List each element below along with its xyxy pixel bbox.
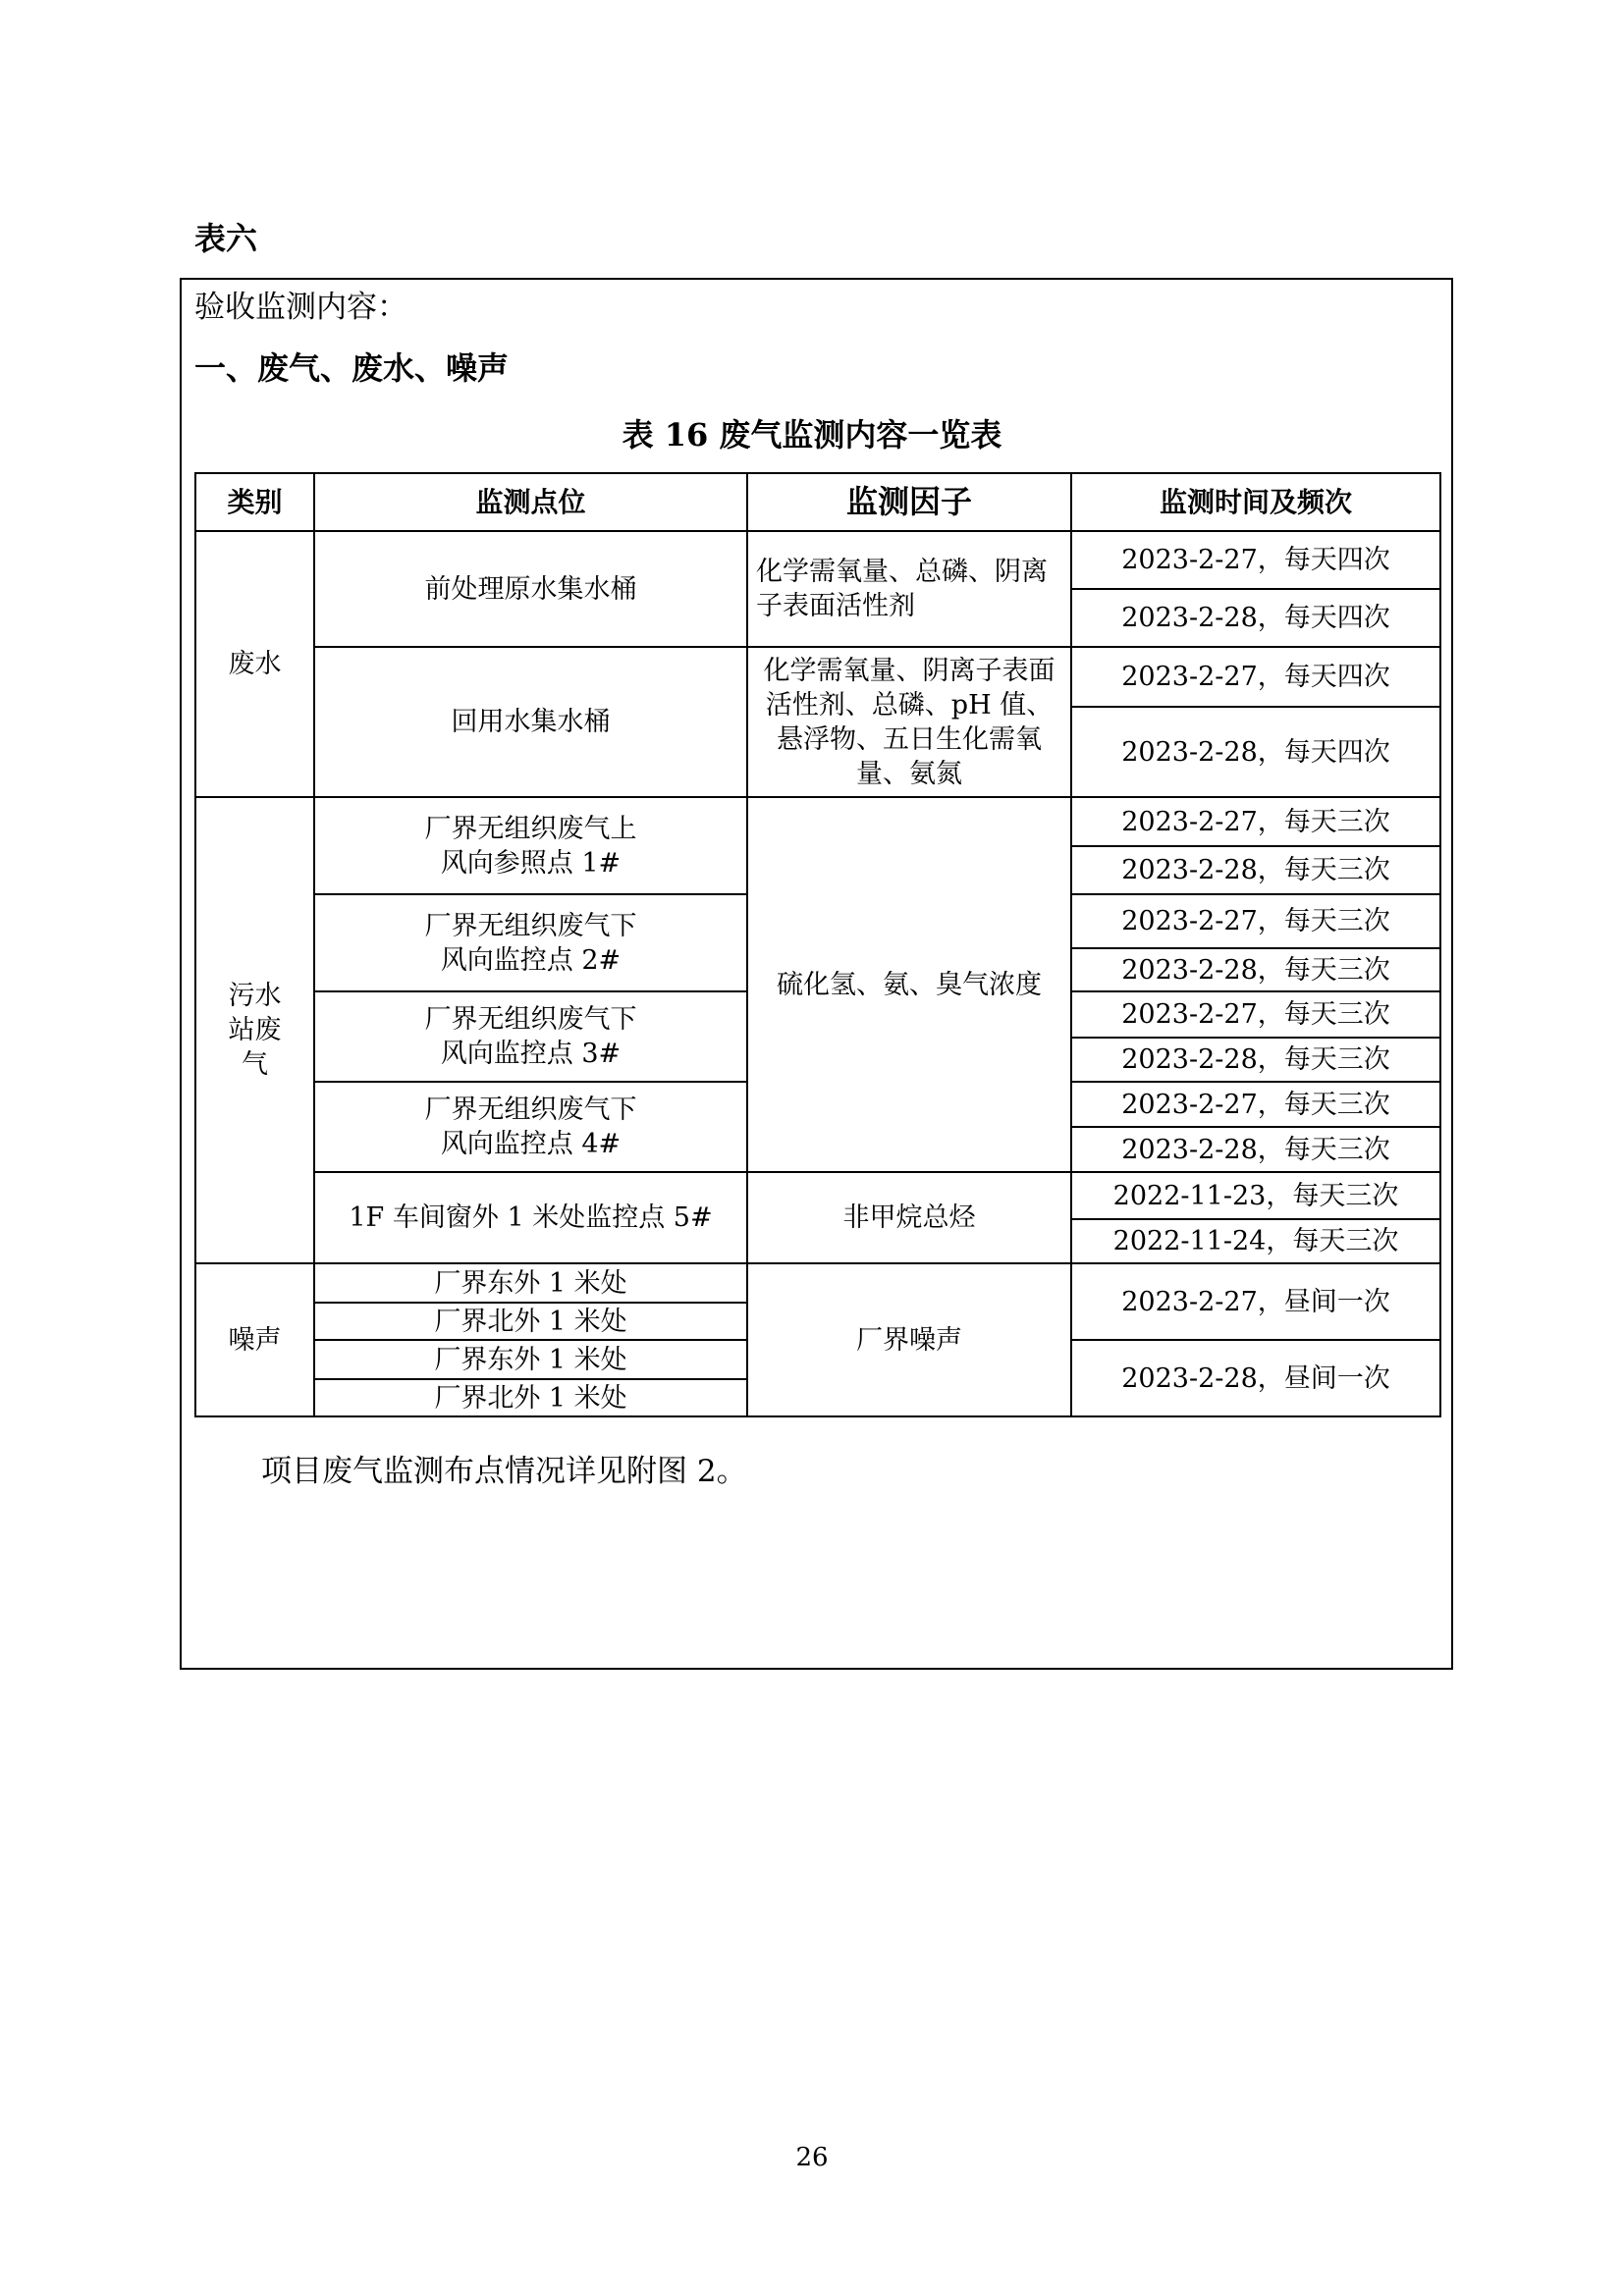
time-cell: 2023-2-28，每天三次 xyxy=(1071,1127,1440,1172)
time-cell: 2023-2-28，每天三次 xyxy=(1071,846,1440,894)
time-cell: 2023-2-27，每天四次 xyxy=(1071,531,1440,589)
site-cell: 厂界东外 1 米处 xyxy=(314,1263,747,1303)
site-cell: 厂界北外 1 米处 xyxy=(314,1303,747,1340)
header-site: 监测点位 xyxy=(314,473,747,531)
table-row xyxy=(195,1172,1440,1219)
category-wastewater: 废水 xyxy=(195,531,314,797)
time-cell: 2023-2-27，昼间一次 xyxy=(1071,1263,1440,1340)
site-cell: 1F 车间窗外 1 米处监控点 5# xyxy=(314,1172,747,1263)
category-noise: 噪声 xyxy=(195,1263,314,1416)
factor-cell: 厂界噪声 xyxy=(747,1263,1071,1416)
site-cell: 厂界北外 1 米处 xyxy=(314,1379,747,1416)
category-station-gas: 污水站废气 xyxy=(195,797,314,1263)
factor-cell: 化学需氧量、总磷、阴离子表面活性剂 xyxy=(747,531,1071,647)
factor-cell: 化学需氧量、阴离子表面活性剂、总磷、pH 值、悬浮物、五日生化需氧量、氨氮 xyxy=(747,647,1071,797)
time-cell: 2023-2-28，昼间一次 xyxy=(1071,1340,1440,1416)
table-row xyxy=(195,797,1440,846)
site-cell: 厂界无组织废气下风向监控点 4# xyxy=(314,1082,747,1172)
factor-cell: 硫化氢、氨、臭气浓度 xyxy=(747,797,1071,1172)
factor-cell: 非甲烷总烃 xyxy=(747,1172,1071,1263)
table-row xyxy=(195,531,1440,589)
time-cell: 2023-2-28，每天三次 xyxy=(1071,1038,1440,1082)
site-cell: 厂界无组织废气下风向监控点 3# xyxy=(314,991,747,1082)
table-title: 表 16 废气监测内容一览表 xyxy=(622,416,1002,454)
time-cell: 2023-2-28，每天三次 xyxy=(1071,948,1440,991)
site-cell: 厂界东外 1 米处 xyxy=(314,1340,747,1379)
monitoring-table xyxy=(194,472,1441,1417)
note-text: 项目废气监测布点情况详见附图 2。 xyxy=(261,1454,747,1489)
time-cell: 2022-11-24，每天三次 xyxy=(1071,1219,1440,1263)
header-time: 监测时间及频次 xyxy=(1071,473,1440,531)
table-row xyxy=(195,1263,1440,1303)
site-cell: 前处理原水集水桶 xyxy=(314,531,747,647)
time-cell: 2022-11-23，每天三次 xyxy=(1071,1172,1440,1219)
time-cell: 2023-2-28，每天四次 xyxy=(1071,707,1440,797)
section-heading: 一、废气、废水、噪声 xyxy=(194,349,510,387)
time-cell: 2023-2-28，每天四次 xyxy=(1071,589,1440,647)
table-row xyxy=(195,647,1440,707)
time-cell: 2023-2-27，每天三次 xyxy=(1071,894,1440,948)
header-factor: 监测因子 xyxy=(747,473,1071,531)
section-label: 表六 xyxy=(194,220,258,257)
time-cell: 2023-2-27，每天三次 xyxy=(1071,797,1440,846)
page-number: 26 xyxy=(795,2143,829,2172)
site-cell: 回用水集水桶 xyxy=(314,647,747,797)
time-cell: 2023-2-27，每天三次 xyxy=(1071,1082,1440,1127)
site-cell: 厂界无组织废气下风向监控点 2# xyxy=(314,894,747,991)
header-category: 类别 xyxy=(195,473,314,531)
intro-text: 验收监测内容： xyxy=(194,290,407,325)
time-cell: 2023-2-27，每天三次 xyxy=(1071,991,1440,1038)
table-header-row xyxy=(195,473,1440,531)
time-cell: 2023-2-27，每天四次 xyxy=(1071,647,1440,707)
site-cell: 厂界无组织废气上风向参照点 1# xyxy=(314,797,747,894)
